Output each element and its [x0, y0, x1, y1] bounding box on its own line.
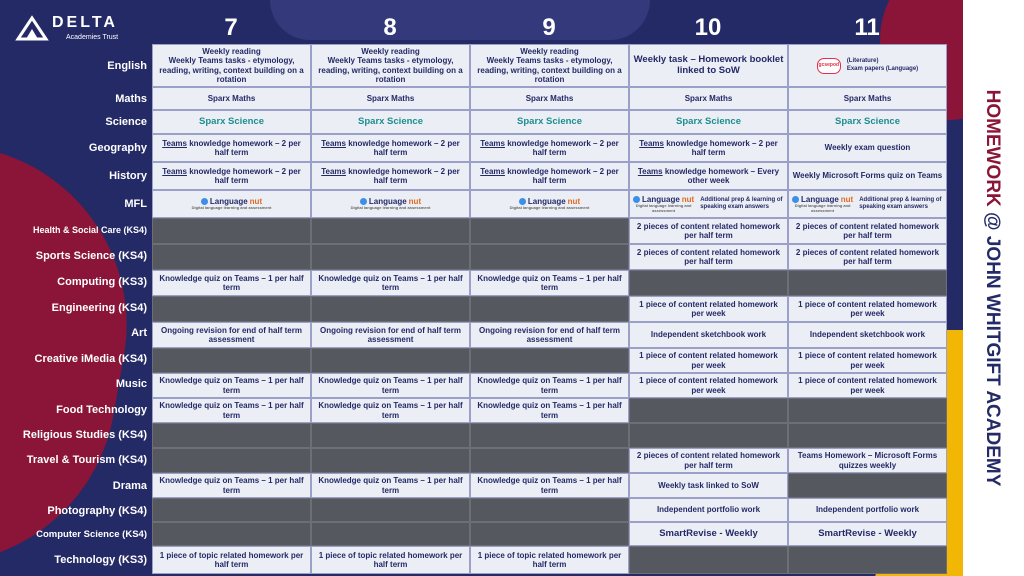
cell-computing-y10-empty [629, 270, 788, 296]
row-sports: Sports Science (KS4) [35, 250, 147, 262]
cell-food-y7: Knowledge quiz on Teams – 1 per half term [152, 398, 311, 423]
cell-english-y7 [152, 44, 311, 87]
cell-history-y7 [152, 162, 311, 190]
geo-teams-word: Teams [639, 138, 664, 148]
hist-teams-word: Teams [162, 166, 187, 176]
cell-geography-y11: Weekly exam question [788, 134, 947, 162]
geo-teams-word: Teams [480, 138, 505, 148]
geo-teams-word: Teams [162, 138, 187, 148]
cell-food-y8: Knowledge quiz on Teams – 1 per half term [311, 398, 470, 423]
cell-drama-y8: Knowledge quiz on Teams – 1 per half term [311, 473, 470, 498]
lnut-lang: Language [801, 194, 839, 204]
cell-music-y7: Knowledge quiz on Teams – 1 per half term [152, 373, 311, 398]
cell-english-y9 [470, 44, 629, 87]
row-computing: Computing (KS3) [57, 276, 147, 288]
row-photography: Photography (KS4) [47, 505, 147, 517]
cell-geography-y8 [311, 134, 470, 162]
cell-compsci-y8-empty [311, 522, 470, 546]
row-geography: Geography [88, 142, 147, 154]
year-11-header: 11 [854, 14, 880, 41]
english-teams-tasks: Weekly Teams tasks - etymology, reading, writing, context building on a rotation [159, 56, 304, 84]
cell-sports-y7-empty [152, 244, 311, 270]
geo-text: knowledge homework – 2 per half term [348, 138, 460, 157]
cell-english-y10 [629, 44, 788, 87]
cell-drama-y10: Weekly task linked to SoW [629, 473, 788, 498]
row-rs: Religious Studies (KS4) [22, 429, 147, 441]
row-art: Art [131, 327, 147, 339]
cell-sports-y11: 2 pieces of content related homework per half term [788, 244, 947, 270]
cell-engineering-y11: 1 piece of content related homework per week [788, 296, 947, 322]
cell-engineering-y8-empty [311, 296, 470, 322]
cell-engineering-y10: 1 piece of content related homework per week [629, 296, 788, 322]
hist-text: knowledge homework – Every other week [664, 166, 780, 185]
cell-maths-y8: Sparx Maths [311, 87, 470, 110]
cell-mfl-y7 [152, 190, 311, 218]
cell-imedia-y8-empty [311, 348, 470, 373]
cell-maths-y7: Sparx Maths [152, 87, 311, 110]
cell-photo-y9-empty [470, 498, 629, 522]
cell-music-y9: Knowledge quiz on Teams – 1 per half term [470, 373, 629, 398]
row-technology: Technology (KS3) [54, 554, 147, 566]
cell-computing-y8: Knowledge quiz on Teams – 1 per half term [311, 270, 470, 296]
year-10-header: 10 [694, 14, 722, 41]
geo-text: knowledge homework – 2 per half term [189, 138, 301, 157]
cell-geography-y10 [629, 134, 788, 162]
cell-food-y10-empty [629, 398, 788, 423]
english-weekly-reading: Weekly reading [361, 47, 420, 57]
cell-engineering-y7-empty [152, 296, 311, 322]
cell-mfl-y10 [629, 190, 788, 218]
row-compsci: Computer Science (KS4) [36, 529, 147, 540]
cell-music-y10: 1 piece of content related homework per week [629, 373, 788, 398]
geo-teams-word: Teams [321, 138, 346, 148]
cell-compsci-y10: SmartRevise - Weekly [629, 522, 788, 546]
cell-art-y10: Independent sketchbook work [629, 322, 788, 348]
hist-text: knowledge homework – 2 per half term [348, 166, 460, 185]
cell-sports-y9-empty [470, 244, 629, 270]
year-8-header: 8 [383, 14, 397, 41]
cell-maths-y9: Sparx Maths [470, 87, 629, 110]
geo-text: knowledge homework – 2 per half term [666, 138, 778, 157]
cell-photo-y8-empty [311, 498, 470, 522]
row-history: History [109, 170, 147, 182]
english-y10-text: Weekly task – Homework booklet linked to SoW [633, 53, 784, 76]
cell-science-y7: Sparx Science [152, 110, 311, 134]
cell-rs-y9-empty [470, 423, 629, 448]
cell-mfl-y8 [311, 190, 470, 218]
cell-computing-y7: Knowledge quiz on Teams – 1 per half term [152, 270, 311, 296]
cell-travel-y11: Teams Homework – Microsoft Forms quizzes weekly [788, 448, 947, 473]
lnut-nut: nut [681, 194, 695, 204]
cell-art-y8: Ongoing revision for end of half term assessment [311, 322, 470, 348]
cell-drama-y9: Knowledge quiz on Teams – 1 per half term [470, 473, 629, 498]
lnut-tagline: Digital language learning and assessment [191, 205, 272, 211]
row-food: Food Technology [56, 404, 147, 416]
year-9-header: 9 [542, 14, 556, 41]
cell-music-y11: 1 piece of content related homework per week [788, 373, 947, 398]
cell-history-y11: Weekly Microsoft Forms quiz on Teams [788, 162, 947, 190]
cell-compsci-y11: SmartRevise - Weekly [788, 522, 947, 546]
cell-imedia-y11: 1 piece of content related homework per week [788, 348, 947, 373]
cell-health-y9-empty [470, 218, 629, 244]
delta-triangle-icon [14, 15, 50, 41]
cell-food-y9: Knowledge quiz on Teams – 1 per half term [470, 398, 629, 423]
lnut-lang: Language [527, 197, 566, 207]
cell-imedia-y9-empty [470, 348, 629, 373]
cell-tech-y9: 1 piece of topic related homework per half term [470, 546, 629, 574]
hist-text: knowledge homework – 2 per half term [507, 166, 619, 185]
cell-rs-y7-empty [152, 423, 311, 448]
row-science: Science [105, 116, 147, 128]
hist-teams-word: Teams [637, 166, 663, 176]
cell-travel-y8-empty [311, 448, 470, 473]
title-homework: HOMEWORK [982, 89, 1003, 207]
languagenut-icon [519, 198, 526, 205]
cell-tech-y7: 1 piece of topic related homework per half term [152, 546, 311, 574]
row-engineering: Engineering (KS4) [51, 302, 147, 314]
cell-sports-y10: 2 pieces of content related homework per half term [629, 244, 788, 270]
cell-food-y11-empty [788, 398, 947, 423]
cell-computing-y11-empty [788, 270, 947, 296]
languagenut-icon [360, 198, 367, 205]
cell-art-y11: Independent sketchbook work [788, 322, 947, 348]
title-school: JOHN WHITGIFT ACADEMY [982, 235, 1003, 487]
cell-travel-y9-empty [470, 448, 629, 473]
vertical-title [981, 90, 1003, 487]
hist-teams-word: Teams [480, 166, 505, 176]
cell-photo-y11: Independent portfolio work [788, 498, 947, 522]
english-teams-tasks: Weekly Teams tasks - etymology, reading, writing, context building on a rotation [318, 56, 463, 84]
lnut-tagline: Digital language learning and assessment [350, 205, 431, 211]
cell-maths-y10: Sparx Maths [629, 87, 788, 110]
row-english: English [107, 60, 147, 72]
gcsepod-logo: gcsepod [817, 58, 841, 74]
lnut-lang: Language [642, 194, 680, 204]
english-teams-tasks: Weekly Teams tasks - etymology, reading, writing, context building on a rotation [477, 56, 622, 84]
cell-computing-y9: Knowledge quiz on Teams – 1 per half term [470, 270, 629, 296]
cell-imedia-y10: 1 piece of content related homework per week [629, 348, 788, 373]
cell-compsci-y9-empty [470, 522, 629, 546]
row-music: Music [115, 378, 147, 390]
cell-mfl-y9 [470, 190, 629, 218]
lnut-tagline: Digital language learning and assessment [635, 203, 692, 213]
cell-geography-y7 [152, 134, 311, 162]
cell-english-y8 [311, 44, 470, 87]
hist-teams-word: Teams [321, 166, 346, 176]
cell-tech-y10-empty [629, 546, 788, 574]
logo-subtitle: Academies Trust [66, 34, 119, 41]
row-maths: Maths [115, 93, 147, 105]
lnut-nut: nut [408, 197, 422, 207]
cell-rs-y10-empty [629, 423, 788, 448]
cell-art-y9: Ongoing revision for end of half term assessment [470, 322, 629, 348]
languagenut-icon [201, 198, 208, 205]
row-mfl: MFL [124, 198, 147, 210]
cell-drama-y11-empty [788, 473, 947, 498]
mfl-note: Additional prep & learning of speaking exam answers [700, 197, 783, 210]
cell-history-y8 [311, 162, 470, 190]
delta-logo [12, 12, 147, 46]
year-7-header: 7 [224, 14, 238, 41]
cell-health-y10: 2 pieces of content related homework per half term [629, 218, 788, 244]
lnut-tagline: Digital language learning and assessment [509, 205, 590, 211]
lnut-nut: nut [840, 194, 854, 204]
cell-geography-y9 [470, 134, 629, 162]
cell-mfl-y11 [788, 190, 947, 218]
english-weekly-reading: Weekly reading [202, 47, 261, 57]
hist-text: knowledge homework – 2 per half term [189, 166, 301, 185]
logo-brand: DELTA [52, 14, 118, 31]
cell-photo-y7-empty [152, 498, 311, 522]
cell-health-y7-empty [152, 218, 311, 244]
lnut-lang: Language [368, 197, 407, 207]
cell-english-y11 [788, 44, 947, 87]
lnut-nut: nut [567, 197, 581, 207]
title-at: @ [982, 212, 1003, 231]
cell-sports-y8-empty [311, 244, 470, 270]
cell-imedia-y7-empty [152, 348, 311, 373]
cell-science-y9: Sparx Science [470, 110, 629, 134]
cell-travel-y7-empty [152, 448, 311, 473]
cell-science-y11: Sparx Science [788, 110, 947, 134]
english-weekly-reading: Weekly reading [520, 47, 579, 57]
cell-history-y10 [629, 162, 788, 190]
languagenut-icon [792, 196, 799, 203]
cell-travel-y10: 2 pieces of content related homework per half term [629, 448, 788, 473]
cell-engineering-y9-empty [470, 296, 629, 322]
languagenut-icon [633, 196, 640, 203]
cell-music-y8: Knowledge quiz on Teams – 1 per half term [311, 373, 470, 398]
cell-drama-y7: Knowledge quiz on Teams – 1 per half term [152, 473, 311, 498]
row-drama: Drama [112, 480, 147, 492]
english-y11-lit: (Literature) [846, 58, 879, 65]
geo-text: knowledge homework – 2 per half term [507, 138, 619, 157]
cell-science-y10: Sparx Science [629, 110, 788, 134]
cell-art-y7: Ongoing revision for end of half term assessment [152, 322, 311, 348]
row-health: Health & Social Care (KS4) [32, 225, 147, 235]
lnut-tagline: Digital language learning and assessment [794, 203, 851, 213]
cell-tech-y8: 1 piece of topic related homework per half term [311, 546, 470, 574]
lnut-lang: Language [209, 197, 248, 207]
cell-compsci-y7-empty [152, 522, 311, 546]
cell-history-y9 [470, 162, 629, 190]
row-travel: Travel & Tourism (KS4) [26, 454, 147, 466]
cell-rs-y11-empty [788, 423, 947, 448]
cell-rs-y8-empty [311, 423, 470, 448]
cell-health-y11: 2 pieces of content related homework per half term [788, 218, 947, 244]
mfl-note: Additional prep & learning of speaking exam answers [859, 197, 942, 210]
cell-science-y8: Sparx Science [311, 110, 470, 134]
lnut-nut: nut [249, 197, 263, 207]
cell-health-y8-empty [311, 218, 470, 244]
row-imedia: Creative iMedia (KS4) [34, 353, 147, 365]
cell-photo-y10: Independent portfolio work [629, 498, 788, 522]
cell-tech-y11-empty [788, 546, 947, 574]
cell-maths-y11: Sparx Maths [788, 87, 947, 110]
english-y11-lang: Exam papers (Language) [846, 65, 919, 72]
